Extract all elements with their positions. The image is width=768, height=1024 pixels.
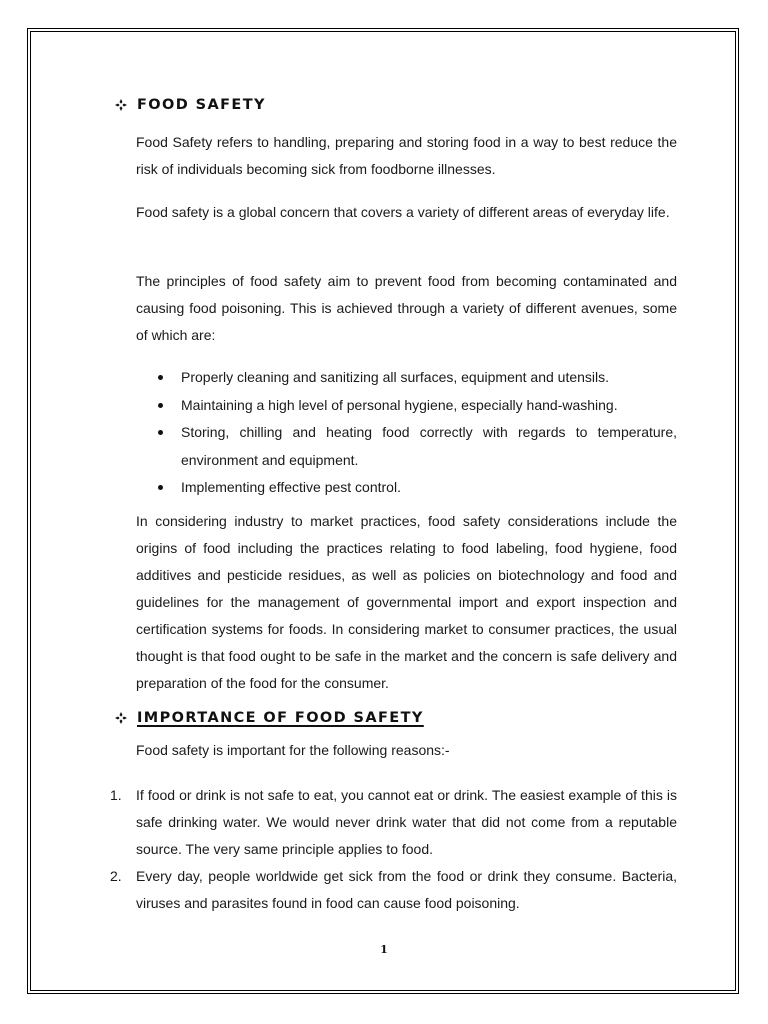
list-item-text: Storing, chilling and heating food correctly with regards to temperature, environment and equipment. <box>181 424 677 468</box>
paragraph-definition: Food Safety refers to handling, preparing and storing food in a way to best reduce the risk of individuals becoming sick from foodborne illnesses. <box>136 134 677 177</box>
avenues-bullet-list <box>136 364 677 502</box>
list-item <box>110 863 677 917</box>
paragraph-global-concern: Food safety is a global concern that covers a variety of different areas of everyday life. <box>136 204 670 220</box>
section-heading-importance <box>115 710 424 726</box>
section-heading-food-safety <box>115 97 266 113</box>
four-diamond-bullet-icon <box>115 99 127 111</box>
list-item <box>110 782 677 863</box>
list-item-number: 2. <box>110 868 122 884</box>
four-diamond-bullet-icon <box>115 712 127 724</box>
round-bullet-icon <box>158 430 163 435</box>
list-item <box>136 392 677 420</box>
reasons-numbered-list <box>110 782 677 917</box>
list-item <box>136 364 677 392</box>
paragraph-industry-practices: In considering industry to market practices, food safety considerations include the origins of food including the practices relating to food labeling, food hygiene, food additives and pesticide residues, as well as policies on biotechnology and food and guidelines for the management of governmental import and export inspection and certification systems for foods. In considering market to consumer practices, the usual thought is that food ought to be safe in the market and the concern is safe delivery and preparation of the food for the consumer. <box>136 513 677 691</box>
list-item-text: Properly cleaning and sanitizing all surfaces, equipment and utensils. <box>181 369 610 385</box>
list-item-text: Implementing effective pest control. <box>181 479 401 495</box>
section-heading-text: IMPORTANCE OF FOOD SAFETY <box>137 710 424 726</box>
round-bullet-icon <box>158 485 163 490</box>
list-item-text: Every day, people worldwide get sick from the food or drink they consume. Bacteria, viruses and parasites found in food can cause food poisoning. <box>136 868 677 911</box>
list-item <box>136 419 677 474</box>
round-bullet-icon <box>158 375 163 380</box>
list-item-text: If food or drink is not safe to eat, you cannot eat or drink. The easiest example of this is safe drinking water. We would never drink water that did not come from a reputable source. The very same principle applies to food. <box>136 787 677 857</box>
section-heading-text: FOOD SAFETY <box>137 97 266 113</box>
page-number: 1 <box>380 943 388 956</box>
list-item <box>136 474 677 502</box>
list-item-number: 1. <box>110 787 122 803</box>
round-bullet-icon <box>158 403 163 408</box>
paragraph-principles: The principles of food safety aim to prevent food from becoming contaminated and causing food poisoning. This is achieved through a variety of different avenues, some of which are: <box>136 273 677 343</box>
list-item-text: Maintaining a high level of personal hygiene, especially hand-washing. <box>181 396 618 413</box>
paragraph-importance-intro: Food safety is important for the following reasons:- <box>136 742 450 758</box>
